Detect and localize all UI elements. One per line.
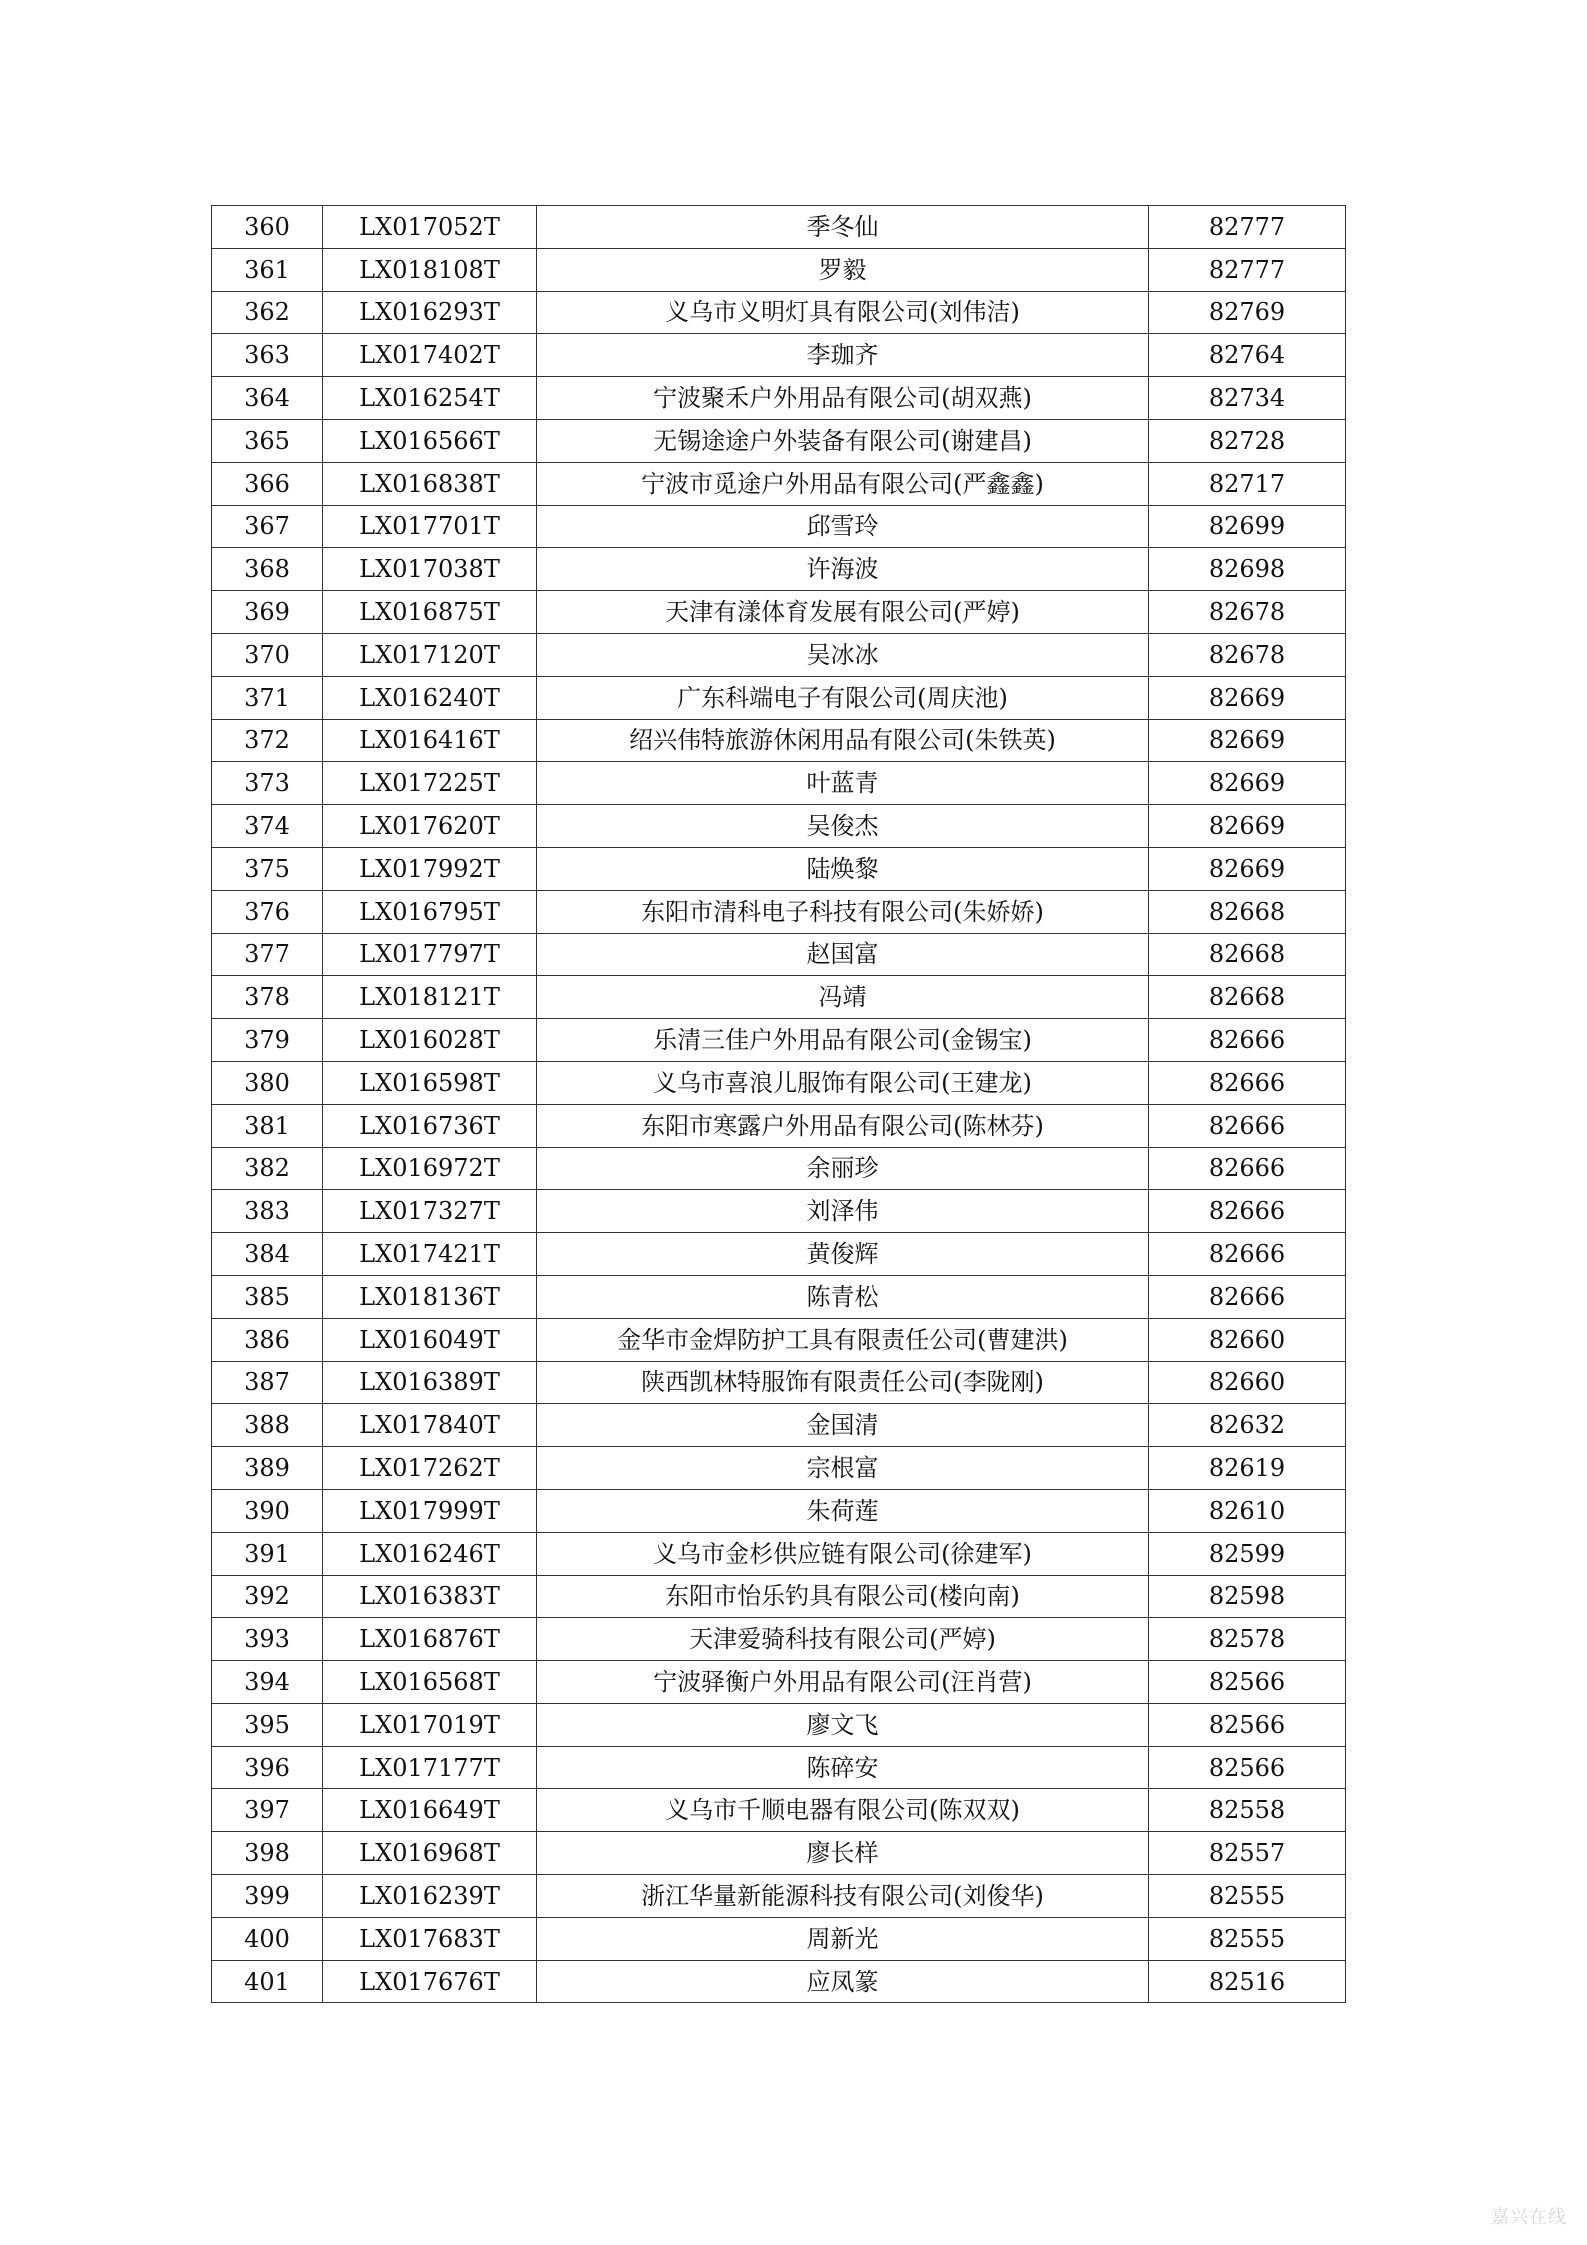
- score-cell: 82555: [1149, 1875, 1346, 1918]
- score-cell: 82769: [1149, 291, 1346, 334]
- entrant-name-cell: 廖文飞: [537, 1703, 1149, 1746]
- rank-cell: 372: [212, 719, 323, 762]
- entrant-name-cell: 冯靖: [537, 976, 1149, 1019]
- entrant-name-cell: 罗毅: [537, 248, 1149, 291]
- table-row: [212, 847, 1346, 890]
- score-cell: 82660: [1149, 1318, 1346, 1361]
- entrant-name-cell: 吴俊杰: [537, 805, 1149, 848]
- rank-cell: 382: [212, 1147, 323, 1190]
- entrant-name-cell: 邱雪玲: [537, 505, 1149, 548]
- score-cell: 82669: [1149, 719, 1346, 762]
- rank-cell: 376: [212, 890, 323, 933]
- rank-cell: 388: [212, 1404, 323, 1447]
- entry-code-cell: LX016416T: [323, 719, 537, 762]
- entrant-name-cell: 金华市金焊防护工具有限责任公司(曹建洪): [537, 1318, 1149, 1361]
- score-cell: 82668: [1149, 890, 1346, 933]
- score-cell: 82668: [1149, 976, 1346, 1019]
- rank-cell: 369: [212, 591, 323, 634]
- rank-cell: 390: [212, 1489, 323, 1532]
- score-cell: 82666: [1149, 1190, 1346, 1233]
- rank-cell: 394: [212, 1661, 323, 1704]
- entry-code-cell: LX017052T: [323, 206, 537, 249]
- entry-code-cell: LX017620T: [323, 805, 537, 848]
- rank-cell: 367: [212, 505, 323, 548]
- rank-cell: 391: [212, 1532, 323, 1575]
- entrant-name-cell: 赵国富: [537, 933, 1149, 976]
- rank-cell: 362: [212, 291, 323, 334]
- entrant-name-cell: 应凤篆: [537, 1960, 1149, 2003]
- entrant-name-cell: 刘泽伟: [537, 1190, 1149, 1233]
- score-cell: 82598: [1149, 1575, 1346, 1618]
- entry-code-cell: LX016383T: [323, 1575, 537, 1618]
- score-cell: 82566: [1149, 1703, 1346, 1746]
- entry-code-cell: LX016389T: [323, 1361, 537, 1404]
- table-row: [212, 805, 1346, 848]
- entrant-name-cell: 无锡途途户外装备有限公司(谢建昌): [537, 419, 1149, 462]
- score-cell: 82728: [1149, 419, 1346, 462]
- entrant-name-cell: 许海波: [537, 548, 1149, 591]
- table-row: [212, 1789, 1346, 1832]
- entrant-name-cell: 宁波市觅途户外用品有限公司(严鑫鑫): [537, 462, 1149, 505]
- entrant-name-cell: 宁波聚禾户外用品有限公司(胡双燕): [537, 377, 1149, 420]
- table-row: [212, 1532, 1346, 1575]
- table-row: [212, 462, 1346, 505]
- entrant-name-cell: 廖长样: [537, 1832, 1149, 1875]
- entry-code-cell: LX016049T: [323, 1318, 537, 1361]
- table-row: [212, 1447, 1346, 1490]
- rank-cell: 383: [212, 1190, 323, 1233]
- score-cell: 82660: [1149, 1361, 1346, 1404]
- entry-code-cell: LX016875T: [323, 591, 537, 634]
- entrant-name-cell: 绍兴伟特旅游休闲用品有限公司(朱铁英): [537, 719, 1149, 762]
- entrant-name-cell: 金国清: [537, 1404, 1149, 1447]
- entry-code-cell: LX016240T: [323, 676, 537, 719]
- entrant-name-cell: 宁波驿衡户外用品有限公司(汪肖营): [537, 1661, 1149, 1704]
- entry-code-cell: LX016876T: [323, 1618, 537, 1661]
- entrant-name-cell: 浙江华量新能源科技有限公司(刘俊华): [537, 1875, 1149, 1918]
- table-row: [212, 1917, 1346, 1960]
- table-row: [212, 1190, 1346, 1233]
- rank-cell: 361: [212, 248, 323, 291]
- score-cell: 82619: [1149, 1447, 1346, 1490]
- table-row: [212, 1661, 1346, 1704]
- entry-code-cell: LX017225T: [323, 762, 537, 805]
- rank-cell: 387: [212, 1361, 323, 1404]
- table-row: [212, 505, 1346, 548]
- table-row: [212, 419, 1346, 462]
- entry-code-cell: LX017019T: [323, 1703, 537, 1746]
- entry-code-cell: LX016598T: [323, 1061, 537, 1104]
- entrant-name-cell: 广东科端电子有限公司(周庆池): [537, 676, 1149, 719]
- ranking-table: [211, 205, 1346, 2003]
- rank-cell: 395: [212, 1703, 323, 1746]
- entry-code-cell: LX017797T: [323, 933, 537, 976]
- entrant-name-cell: 余丽珍: [537, 1147, 1149, 1190]
- entry-code-cell: LX017038T: [323, 548, 537, 591]
- entrant-name-cell: 陈青松: [537, 1275, 1149, 1318]
- entry-code-cell: LX016254T: [323, 377, 537, 420]
- table-row: [212, 633, 1346, 676]
- entry-code-cell: LX017402T: [323, 334, 537, 377]
- score-cell: 82566: [1149, 1661, 1346, 1704]
- score-cell: 82666: [1149, 1147, 1346, 1190]
- table-row: [212, 1104, 1346, 1147]
- rank-cell: 368: [212, 548, 323, 591]
- score-cell: 82666: [1149, 1019, 1346, 1062]
- table-row: [212, 1061, 1346, 1104]
- rank-cell: 392: [212, 1575, 323, 1618]
- table-row: [212, 933, 1346, 976]
- table-row: [212, 976, 1346, 1019]
- entry-code-cell: LX016649T: [323, 1789, 537, 1832]
- table-row: [212, 591, 1346, 634]
- entrant-name-cell: 东阳市寒露户外用品有限公司(陈林芬): [537, 1104, 1149, 1147]
- score-cell: 82669: [1149, 847, 1346, 890]
- score-cell: 82668: [1149, 933, 1346, 976]
- rank-cell: 399: [212, 1875, 323, 1918]
- rank-cell: 389: [212, 1447, 323, 1490]
- score-cell: 82599: [1149, 1532, 1346, 1575]
- rank-cell: 375: [212, 847, 323, 890]
- score-cell: 82578: [1149, 1618, 1346, 1661]
- rank-cell: 364: [212, 377, 323, 420]
- entrant-name-cell: 天津爱骑科技有限公司(严婷): [537, 1618, 1149, 1661]
- table-row: [212, 719, 1346, 762]
- score-cell: 82666: [1149, 1275, 1346, 1318]
- score-cell: 82566: [1149, 1746, 1346, 1789]
- entry-code-cell: LX016838T: [323, 462, 537, 505]
- rank-cell: 370: [212, 633, 323, 676]
- table-row: [212, 1575, 1346, 1618]
- entrant-name-cell: 陈碎安: [537, 1746, 1149, 1789]
- entrant-name-cell: 义乌市喜浪儿服饰有限公司(王建龙): [537, 1061, 1149, 1104]
- entry-code-cell: LX018136T: [323, 1275, 537, 1318]
- rank-cell: 397: [212, 1789, 323, 1832]
- ranking-table-body: [212, 206, 1346, 2003]
- score-cell: 82678: [1149, 591, 1346, 634]
- entry-code-cell: LX017262T: [323, 1447, 537, 1490]
- rank-cell: 377: [212, 933, 323, 976]
- entrant-name-cell: 吴冰冰: [537, 633, 1149, 676]
- table-row: [212, 1832, 1346, 1875]
- rank-cell: 398: [212, 1832, 323, 1875]
- score-cell: 82717: [1149, 462, 1346, 505]
- rank-cell: 378: [212, 976, 323, 1019]
- table-row: [212, 1618, 1346, 1661]
- score-cell: 82632: [1149, 1404, 1346, 1447]
- rank-cell: 365: [212, 419, 323, 462]
- table-row: [212, 1875, 1346, 1918]
- entry-code-cell: LX016239T: [323, 1875, 537, 1918]
- entrant-name-cell: 叶蓝青: [537, 762, 1149, 805]
- entry-code-cell: LX017840T: [323, 1404, 537, 1447]
- entry-code-cell: LX016795T: [323, 890, 537, 933]
- entry-code-cell: LX016568T: [323, 1661, 537, 1704]
- rank-cell: 400: [212, 1917, 323, 1960]
- entrant-name-cell: 黄俊辉: [537, 1233, 1149, 1276]
- entrant-name-cell: 李珈齐: [537, 334, 1149, 377]
- table-row: [212, 291, 1346, 334]
- score-cell: 82666: [1149, 1061, 1346, 1104]
- entrant-name-cell: 朱荷莲: [537, 1489, 1149, 1532]
- score-cell: 82669: [1149, 762, 1346, 805]
- table-row: [212, 1147, 1346, 1190]
- score-cell: 82555: [1149, 1917, 1346, 1960]
- entrant-name-cell: 东阳市怡乐钓具有限公司(楼向南): [537, 1575, 1149, 1618]
- score-cell: 82516: [1149, 1960, 1346, 2003]
- entry-code-cell: LX018121T: [323, 976, 537, 1019]
- rank-cell: 366: [212, 462, 323, 505]
- table-row: [212, 1703, 1346, 1746]
- score-cell: 82734: [1149, 377, 1346, 420]
- table-row: [212, 1361, 1346, 1404]
- entry-code-cell: LX016293T: [323, 291, 537, 334]
- score-cell: 82666: [1149, 1104, 1346, 1147]
- entrant-name-cell: 天津有漾体育发展有限公司(严婷): [537, 591, 1149, 634]
- entrant-name-cell: 乐清三佳户外用品有限公司(金锡宝): [537, 1019, 1149, 1062]
- score-cell: 82610: [1149, 1489, 1346, 1532]
- entry-code-cell: LX016566T: [323, 419, 537, 462]
- rank-cell: 363: [212, 334, 323, 377]
- rank-cell: 396: [212, 1746, 323, 1789]
- table-row: [212, 248, 1346, 291]
- score-cell: 82699: [1149, 505, 1346, 548]
- table-row: [212, 1318, 1346, 1361]
- entry-code-cell: LX017992T: [323, 847, 537, 890]
- entrant-name-cell: 宗根富: [537, 1447, 1149, 1490]
- entrant-name-cell: 义乌市千顺电器有限公司(陈双双): [537, 1789, 1149, 1832]
- score-cell: 82777: [1149, 206, 1346, 249]
- score-cell: 82669: [1149, 676, 1346, 719]
- table-row: [212, 676, 1346, 719]
- score-cell: 82764: [1149, 334, 1346, 377]
- entrant-name-cell: 义乌市义明灯具有限公司(刘伟洁): [537, 291, 1149, 334]
- entry-code-cell: LX017683T: [323, 1917, 537, 1960]
- table-row: [212, 548, 1346, 591]
- rank-cell: 401: [212, 1960, 323, 2003]
- entrant-name-cell: 陕西凯林特服饰有限责任公司(李陇刚): [537, 1361, 1149, 1404]
- table-row: [212, 1404, 1346, 1447]
- rank-cell: 393: [212, 1618, 323, 1661]
- rank-cell: 360: [212, 206, 323, 249]
- rank-cell: 384: [212, 1233, 323, 1276]
- score-cell: 82669: [1149, 805, 1346, 848]
- entrant-name-cell: 陆焕黎: [537, 847, 1149, 890]
- table-row: [212, 1275, 1346, 1318]
- entry-code-cell: LX017701T: [323, 505, 537, 548]
- table-row: [212, 762, 1346, 805]
- score-cell: 82678: [1149, 633, 1346, 676]
- table-row: [212, 1489, 1346, 1532]
- rank-cell: 373: [212, 762, 323, 805]
- rank-cell: 374: [212, 805, 323, 848]
- entry-code-cell: LX017177T: [323, 1746, 537, 1789]
- entry-code-cell: LX017327T: [323, 1190, 537, 1233]
- entry-code-cell: LX016972T: [323, 1147, 537, 1190]
- table-row: [212, 890, 1346, 933]
- table-row: [212, 1233, 1346, 1276]
- score-cell: 82557: [1149, 1832, 1346, 1875]
- rank-cell: 381: [212, 1104, 323, 1147]
- entry-code-cell: LX017999T: [323, 1489, 537, 1532]
- entry-code-cell: LX018108T: [323, 248, 537, 291]
- entrant-name-cell: 东阳市清科电子科技有限公司(朱娇娇): [537, 890, 1149, 933]
- score-cell: 82558: [1149, 1789, 1346, 1832]
- table-row: [212, 334, 1346, 377]
- entry-code-cell: LX017120T: [323, 633, 537, 676]
- score-cell: 82698: [1149, 548, 1346, 591]
- entrant-name-cell: 义乌市金杉供应链有限公司(徐建军): [537, 1532, 1149, 1575]
- entry-code-cell: LX016246T: [323, 1532, 537, 1575]
- entry-code-cell: LX017421T: [323, 1233, 537, 1276]
- entry-code-cell: LX016028T: [323, 1019, 537, 1062]
- score-cell: 82666: [1149, 1233, 1346, 1276]
- entry-code-cell: LX017676T: [323, 1960, 537, 2003]
- score-cell: 82777: [1149, 248, 1346, 291]
- entrant-name-cell: 周新光: [537, 1917, 1149, 1960]
- table-row: [212, 1746, 1346, 1789]
- rank-cell: 380: [212, 1061, 323, 1104]
- entry-code-cell: LX016968T: [323, 1832, 537, 1875]
- table-row: [212, 1960, 1346, 2003]
- entrant-name-cell: 季冬仙: [537, 206, 1149, 249]
- watermark-logo: 嘉兴在线: [1491, 2207, 1567, 2228]
- table-row: [212, 377, 1346, 420]
- table-row: [212, 1019, 1346, 1062]
- table-row: [212, 206, 1346, 249]
- rank-cell: 386: [212, 1318, 323, 1361]
- rank-cell: 371: [212, 676, 323, 719]
- entry-code-cell: LX016736T: [323, 1104, 537, 1147]
- rank-cell: 385: [212, 1275, 323, 1318]
- rank-cell: 379: [212, 1019, 323, 1062]
